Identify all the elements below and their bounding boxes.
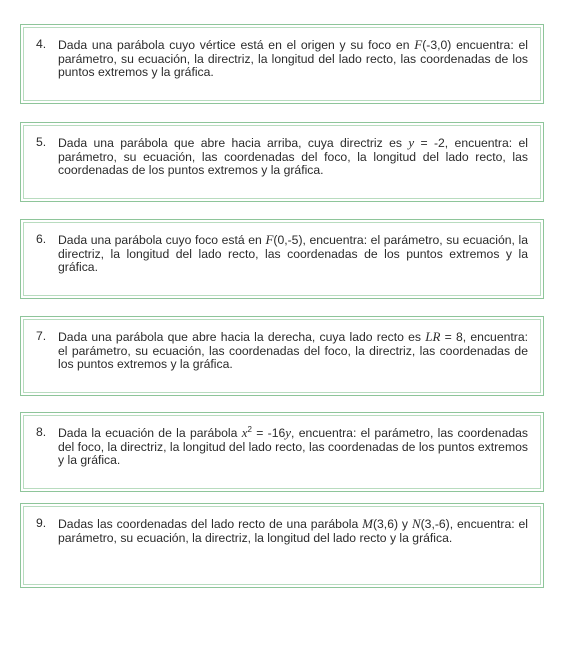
problem-4-after: (-3,0) encuentra: el parámetro, su ecuación, la directriz, la longitud del lado recto, las coordenadas de los puntos extremos y la gráfica. (58, 38, 528, 79)
problem-5-number: 5. (36, 135, 47, 149)
problem-9-box (20, 503, 544, 588)
problem-8-inner (23, 415, 541, 489)
problem-7-after: = 8, encuentra: el parámetro, su ecuación, las coordenadas del foco, la directriz, las coordenadas de los puntos extremos y la gráfica. (58, 330, 528, 371)
problem-7-number: 7. (36, 329, 47, 343)
problem-7-text (58, 330, 528, 372)
problem-4-box (20, 24, 544, 104)
problem-7-inner (23, 319, 541, 393)
problem-4-inner (23, 27, 541, 101)
problem-8-exponent: 2 (247, 424, 252, 434)
problem-6-text (58, 233, 528, 275)
problem-9-middle: (3,6) y (372, 517, 412, 531)
problem-8-box (20, 412, 544, 492)
problem-8-math-x: x (241, 425, 248, 440)
problem-5-after: = -2, encuentra: el parámetro, su ecuación, las coordenadas del foco, la longitud del lado recto, las coordenadas de los puntos extremos y la gráfica. (58, 136, 528, 177)
problem-6-after: (0,-5), encuentra: el parámetro, su ecuación, la directriz, la longitud del lado recto, las coordenadas de los puntos extremos y la gráfica. (58, 233, 528, 274)
problem-5-text (58, 136, 528, 178)
problem-4-row (36, 38, 528, 80)
problem-5-box (20, 122, 544, 202)
problem-9-math-m: M (362, 516, 373, 531)
problem-4-text (58, 38, 528, 80)
problem-4-before: Dada una parábola cuyo vértice está en el origen y su foco en (58, 38, 415, 52)
problem-6-before: Dada una parábola cuyo foco está en (58, 233, 266, 247)
problem-8-text (58, 426, 528, 468)
problem-6-box (20, 219, 544, 299)
problem-7-math-lr: LR (425, 329, 441, 344)
problem-9-text (58, 517, 528, 545)
problem-7-before: Dada una parábola que abre hacia la derecha, cuya lado recto es (58, 330, 426, 344)
problem-5-before: Dada una parábola que abre hacia arriba, cuya directriz es (58, 136, 409, 150)
problem-6-row (36, 233, 528, 275)
problem-8-before: Dada la ecuación de la parábola (58, 426, 242, 440)
problem-5-inner (23, 125, 541, 199)
problem-8-after: , encuentra: el parámetro, las coordenadas del foco, la directriz, la longitud del lado recto, las coordenadas de los puntos extremos y la gráfica. (58, 426, 528, 467)
problem-5-row (36, 136, 528, 178)
problem-9-before: Dadas las coordenadas del lado recto de una parábola (58, 517, 363, 531)
problem-9-inner (23, 506, 541, 585)
problem-8-number: 8. (36, 425, 47, 439)
problem-7-row (36, 330, 528, 372)
problem-7-box (20, 316, 544, 396)
problem-6-number: 6. (36, 232, 47, 246)
problem-8-row (36, 426, 528, 468)
problem-4-number: 4. (36, 37, 47, 51)
problem-8-equals: = -16 (251, 426, 286, 440)
problem-9-after: (3,-6), encuentra: el parámetro, su ecuación, la directriz, la longitud del lado recto y la gráfica. (58, 517, 528, 545)
problem-9-row (36, 517, 528, 545)
problem-8-math-y: y (285, 425, 292, 440)
problem-9-math-n: N (411, 516, 421, 531)
problem-6-inner (23, 222, 541, 296)
problem-5-math-y: y (408, 135, 415, 150)
problem-6-math-f: F (265, 232, 274, 247)
problem-9-number: 9. (36, 516, 47, 530)
problem-4-math-f: F (414, 37, 423, 52)
